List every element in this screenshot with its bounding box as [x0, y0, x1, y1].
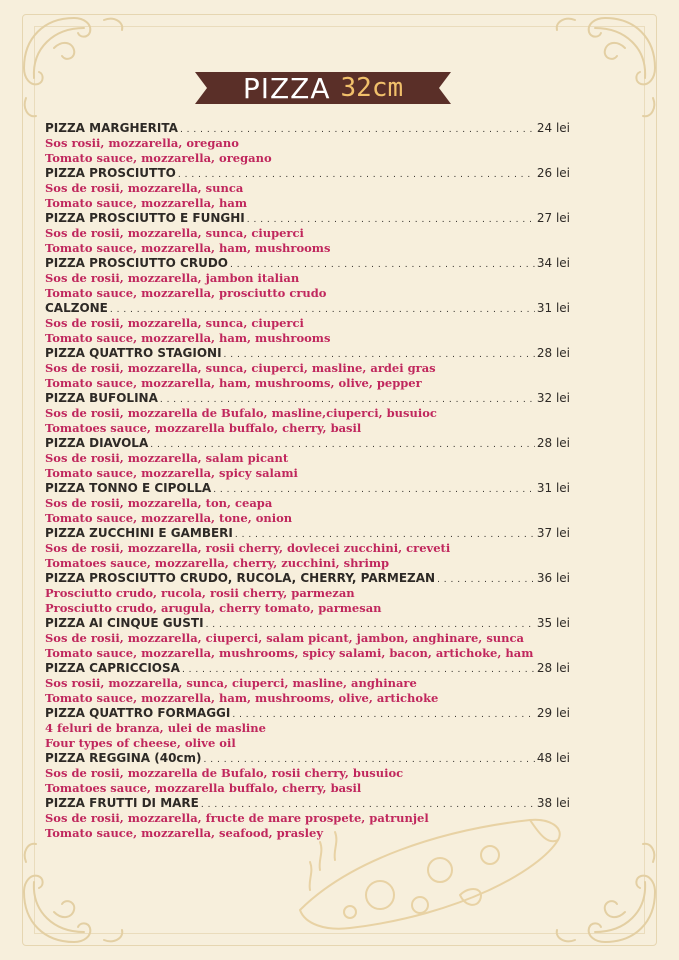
item-name: PIZZA FRUTTI DI MARE: [45, 796, 199, 810]
menu-item: [45, 661, 570, 706]
item-name: PIZZA QUATTRO FORMAGGI: [45, 706, 231, 720]
menu-item: [45, 616, 570, 661]
item-description-ro: Prosciutto crudo, rucola, rosii cherry, parmezan: [45, 586, 355, 600]
item-price: 31 lei: [536, 481, 570, 495]
item-description-ro: Sos de rosii, mozzarella, sunca, ciuperci: [45, 226, 304, 240]
item-price: 31 lei: [536, 301, 570, 315]
item-name: PIZZA PROSCIUTTO: [45, 166, 176, 180]
menu-item: [45, 166, 570, 211]
item-price: 35 lei: [536, 616, 570, 630]
item-price: 37 lei: [536, 526, 570, 540]
leader-dots: [232, 706, 535, 723]
item-description-ro: Sos de rosii, mozzarella, ton, ceapa: [45, 496, 273, 510]
item-description-ro: Sos de rosii, mozzarella, fructe de mare prospete, patrunjel: [45, 811, 429, 825]
item-description-ro: Sos de rosii, mozzarella, jambon italian: [45, 271, 300, 285]
item-price: 28 lei: [536, 661, 570, 675]
item-description-en: Tomato sauce, mozzarella, ham, mushrooms: [45, 241, 331, 255]
item-description-ro: Sos de rosii, mozzarella, sunca: [45, 181, 244, 195]
menu-item: [45, 751, 570, 796]
menu-item: [45, 481, 570, 526]
menu-item: [45, 526, 570, 571]
item-name: PIZZA PROSCIUTTO CRUDO, RUCOLA, CHERRY, PARMEZAN: [45, 571, 436, 585]
leader-dots: [437, 571, 535, 588]
item-price: 28 lei: [536, 436, 570, 450]
item-description-ro: Sos rosii, mozzarella, sunca, ciuperci, masline, anghinare: [45, 676, 417, 690]
corner-ornament-icon: [14, 832, 134, 952]
item-price: 28 lei: [536, 346, 570, 360]
item-price: 29 lei: [536, 706, 570, 720]
item-name: PIZZA PROSCIUTTO E FUNGHI: [45, 211, 245, 225]
menu-item: [45, 121, 570, 166]
item-description-ro: Sos de rosii, mozzarella, sunca, ciuperci, masline, ardei gras: [45, 361, 436, 375]
item-description-ro: Sos de rosii, mozzarella de Bufalo, masline,ciuperci, busuioc: [45, 406, 437, 420]
item-description-en: Tomatoes sauce, mozzarella, cherry, zucchini, shrimp: [45, 556, 390, 570]
menu-item: [45, 346, 570, 391]
item-description-en: Tomato sauce, mozzarella, tone, onion: [45, 511, 293, 525]
item-description-en: Tomato sauce, mozzarella, oregano: [45, 151, 272, 165]
item-description-ro: 4 feluri de branza, ulei de masline: [45, 721, 266, 735]
item-description-en: Tomato sauce, mozzarella, prosciutto crudo: [45, 286, 327, 300]
item-name: PIZZA CAPRICCIOSA: [45, 661, 180, 675]
item-description-en: Tomato sauce, mozzarella, ham, mushrooms: [45, 331, 331, 345]
item-name: PIZZA TONNO E CIPOLLA: [45, 481, 212, 495]
item-price: 34 lei: [536, 256, 570, 270]
item-price: 32 lei: [536, 391, 570, 405]
item-name: PIZZA PROSCIUTTO CRUDO: [45, 256, 228, 270]
item-name: PIZZA AI CINQUE GUSTI: [45, 616, 204, 630]
menu-item: [45, 211, 570, 256]
item-name: PIZZA DIAVOLA: [45, 436, 149, 450]
item-price: 38 lei: [536, 796, 570, 810]
item-name: PIZZA ZUCCHINI E GAMBERI: [45, 526, 233, 540]
corner-ornament-icon: [14, 8, 134, 128]
item-price: 48 lei: [536, 751, 570, 765]
item-description-ro: Sos de rosii, mozzarella, rosii cherry, dovlecei zucchini, creveti: [45, 541, 451, 555]
item-price: 36 lei: [536, 571, 570, 585]
item-description-en: Tomato sauce, mozzarella, mushrooms, spicy salami, bacon, artichoke, ham: [45, 646, 534, 660]
item-price: 26 lei: [536, 166, 570, 180]
menu-item: [45, 436, 570, 481]
page-title: PIZZA: [242, 71, 331, 105]
item-description-en: Tomato sauce, mozzarella, ham, mushrooms, olive, pepper: [45, 376, 422, 390]
item-description-en: Tomatoes sauce, mozzarella buffalo, cherry, basil: [45, 421, 362, 435]
item-description-ro: Sos de rosii, mozzarella de Bufalo, rosii cherry, busuioc: [45, 766, 404, 780]
item-description-en: Prosciutto crudo, arugula, cherry tomato, parmesan: [45, 601, 382, 615]
item-price: 27 lei: [536, 211, 570, 225]
menu-item: [45, 256, 570, 301]
item-description-en: Tomatoes sauce, mozzarella buffalo, cherry, basil: [45, 781, 362, 795]
item-description-en: Tomato sauce, mozzarella, ham, mushrooms, olive, artichoke: [45, 691, 439, 705]
item-description-en: Tomato sauce, mozzarella, seafood, prasley: [45, 826, 324, 840]
item-description-ro: Sos de rosii, mozzarella, ciuperci, salam picant, jambon, anghinare, sunca: [45, 631, 524, 645]
menu-item: [45, 571, 570, 616]
item-name: CALZONE: [45, 301, 108, 315]
item-name: PIZZA MARGHERITA: [45, 121, 178, 135]
menu-item: [45, 301, 570, 346]
title-banner: [195, 68, 451, 108]
item-description-ro: Sos de rosii, mozzarella, sunca, ciuperci: [45, 316, 304, 330]
item-name: PIZZA BUFOLINA: [45, 391, 158, 405]
menu-list: [45, 121, 570, 841]
item-description-en: Four types of cheese, olive oil: [45, 736, 236, 750]
item-description-ro: Sos de rosii, mozzarella, salam picant: [45, 451, 289, 465]
menu-item: [45, 391, 570, 436]
item-description-en: Tomato sauce, mozzarella, ham: [45, 196, 248, 210]
item-description-ro: Sos rosii, mozzarella, oregano: [45, 136, 239, 150]
item-name: PIZZA QUATTRO STAGIONI: [45, 346, 222, 360]
pizza-slice-icon: [290, 800, 580, 940]
item-price: 24 lei: [536, 121, 570, 135]
item-description-en: Tomato sauce, mozzarella, spicy salami: [45, 466, 298, 480]
corner-ornament-icon: [545, 8, 665, 128]
menu-item: [45, 706, 570, 751]
pizza-size: 32cm: [340, 73, 404, 103]
item-name: PIZZA REGGINA (40cm): [45, 751, 202, 765]
